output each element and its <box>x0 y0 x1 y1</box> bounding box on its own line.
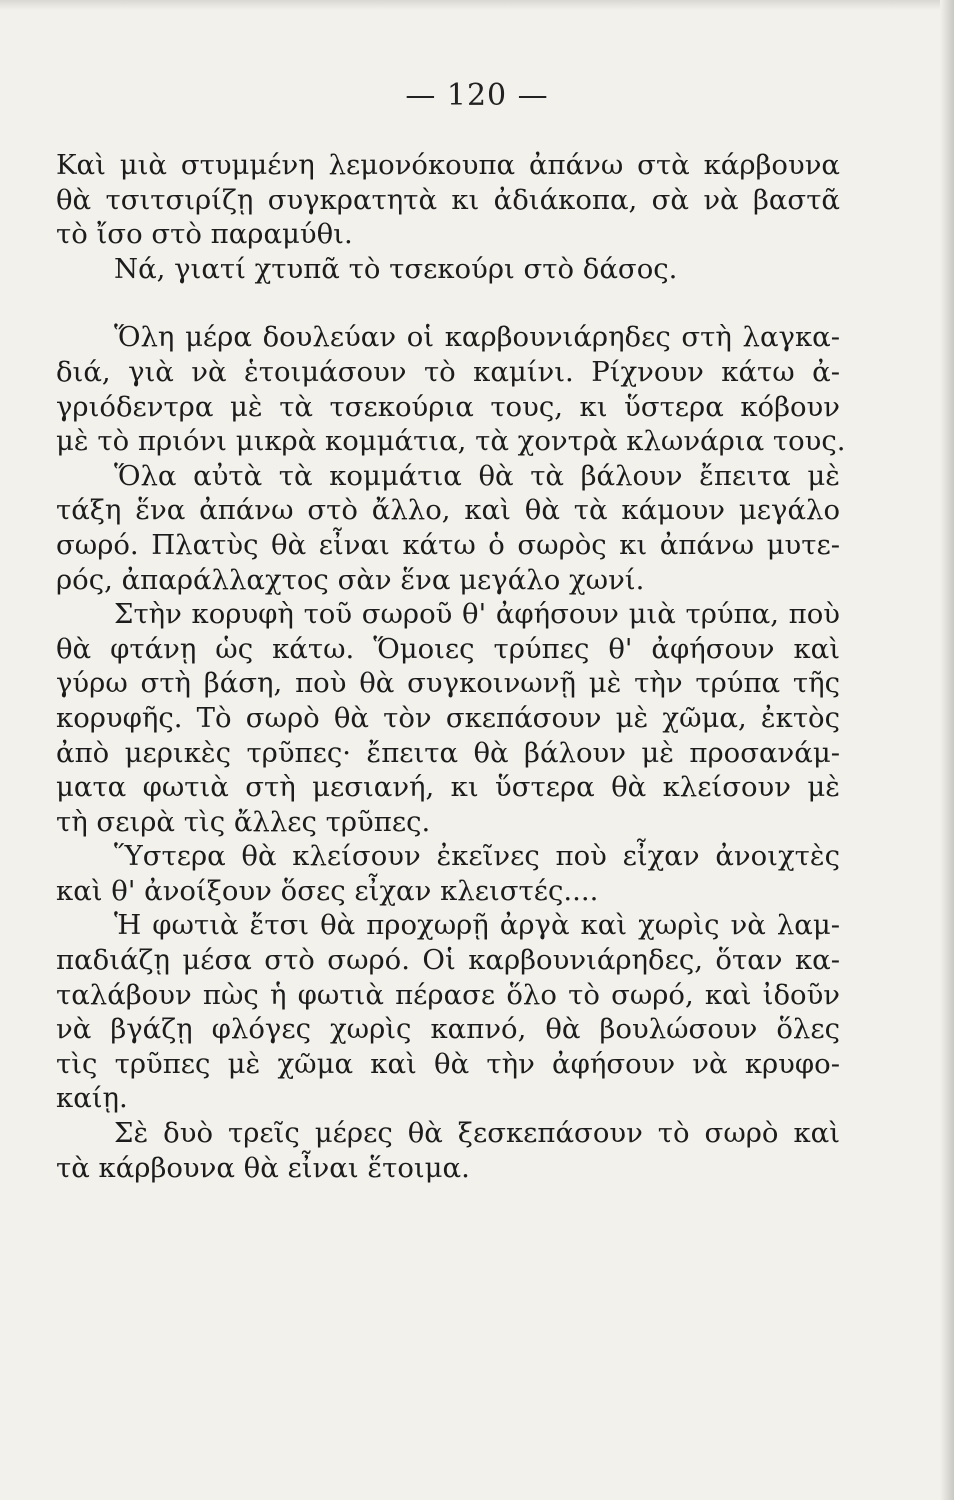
text-line: τὶς τρῦπες μὲ χῶμα καὶ θὰ τὴν ἀφήσουν νὰ κρυφο- <box>56 1047 840 1080</box>
text-line: ρός, ἀπαράλλαχτος σὰν ἕνα μεγάλο χωνί. <box>56 563 645 596</box>
paragraph-gap <box>56 286 840 320</box>
text-line: Σὲ δυὸ τρεῖς μέρες θὰ ξεσκεπάσουν τὸ σωρὸ καὶ <box>114 1117 840 1150</box>
text-line: τὰ κάρβουνα θὰ εἶναι ἕτοιμα. <box>56 1151 470 1184</box>
page-top-edge-shadow <box>0 0 954 10</box>
text-line: θὰ τσιτσιρίζῃ συγκρατητὰ κι ἀδιάκοπα, σὰ νὰ βαστᾶ <box>56 183 840 216</box>
text-line: τάξη ἕνα ἀπάνω στὸ ἄλλο, καὶ θὰ τὰ κάμουν μεγάλο <box>56 494 840 527</box>
text-line: καίῃ. <box>56 1082 128 1115</box>
text-line: τὸ ἴσο στὸ παραμύθι. <box>56 218 353 251</box>
page-right-edge-shadow <box>940 0 954 1500</box>
text-line: γύρω στὴ βάση, ποὺ θὰ συγκοινωνῇ μὲ τὴν τρύπα τῆς <box>56 667 840 700</box>
text-line: θὰ φτάνῃ ὡς κάτω. Ὅμοιες τρύπες θ' ἀφήσουν καὶ <box>56 632 840 665</box>
paragraph <box>56 459 840 597</box>
paragraph <box>56 148 840 252</box>
text-line: Καὶ μιὰ στυμμένη λεμονόκουπα ἀπάνω στὰ κάρβουνα <box>56 149 840 181</box>
text-line: Ὅλη μέρα δουλεύαν οἱ καρβουνιάρηδες στὴ λαγκα- <box>114 321 840 354</box>
paragraph <box>56 320 846 458</box>
text-line: παδιάζῃ μέσα στὸ σωρό. Οἱ καρβουνιάρηδες, ὅταν κα- <box>56 944 840 977</box>
text-line: Νά, γιατί χτυπᾶ τὸ τσεκούρι στὸ δάσος. <box>114 252 678 285</box>
body-text <box>56 148 846 1185</box>
paragraph <box>56 1116 840 1185</box>
paragraph <box>56 252 840 287</box>
text-line: διά, γιὰ νὰ ἑτοιμάσουν τὸ καμίνι. Ρίχνουν κάτω ἀ- <box>56 355 840 388</box>
text-line: Ἡ φωτιὰ ἔτσι θὰ προχωρῇ ἀργὰ καὶ χωρὶς νὰ λαμ- <box>114 909 840 942</box>
text-line: καὶ θ' ἀνοίξουν ὅσες εἶχαν κλειστές.... <box>56 874 599 907</box>
text-line: Ὕστερα θὰ κλείσουν ἐκεῖνες ποὺ εἶχαν ἀνοιχτὲς <box>114 840 840 873</box>
page-number: — 120 — <box>405 78 549 113</box>
text-line: γριόδεντρα μὲ τὰ τσεκούρια τους, κι ὕστερα κόβουν <box>56 390 840 423</box>
text-line: τὴ σειρὰ τὶς ἄλλες τρῦπες. <box>56 805 431 838</box>
text-line: ταλάβουν πὼς ἡ φωτιὰ πέρασε ὅλο τὸ σωρό, καὶ ἰδοῦν <box>56 978 840 1011</box>
text-line: Στὴν κορυφὴ τοῦ σωροῦ θ' ἀφήσουν μιὰ τρύπα, ποὺ <box>114 598 840 631</box>
paragraph <box>56 839 840 908</box>
paragraph <box>56 597 840 839</box>
text-line: Ὅλα αὐτὰ τὰ κομμάτια θὰ τὰ βάλουν ἔπειτα μὲ <box>114 459 840 492</box>
text-line: κορυφῆς. Τὸ σωρὸ θὰ τὸν σκεπάσουν μὲ χῶμα, ἐκτὸς <box>56 701 840 734</box>
text-line: ματα φωτιὰ στὴ μεσιανή, κι ὕστερα θὰ κλείσουν μὲ <box>56 771 840 804</box>
text-line: ἀπὸ μερικὲς τρῦπες· ἔπειτα θὰ βάλουν μὲ προσανάμ- <box>56 736 840 769</box>
text-line: μὲ τὸ πριόνι μικρὰ κομμάτια, τὰ χοντρὰ κλωνάρια τους. <box>56 425 846 458</box>
text-line: νὰ βγάζῃ φλόγες χωρὶς καπνό, θὰ βουλώσουν ὅλες <box>56 1013 840 1046</box>
paragraph <box>56 908 840 1116</box>
text-line: σωρό. Πλατὺς θὰ εἶναι κάτω ὁ σωρὸς κι ἀπάνω μυτε- <box>56 528 840 561</box>
